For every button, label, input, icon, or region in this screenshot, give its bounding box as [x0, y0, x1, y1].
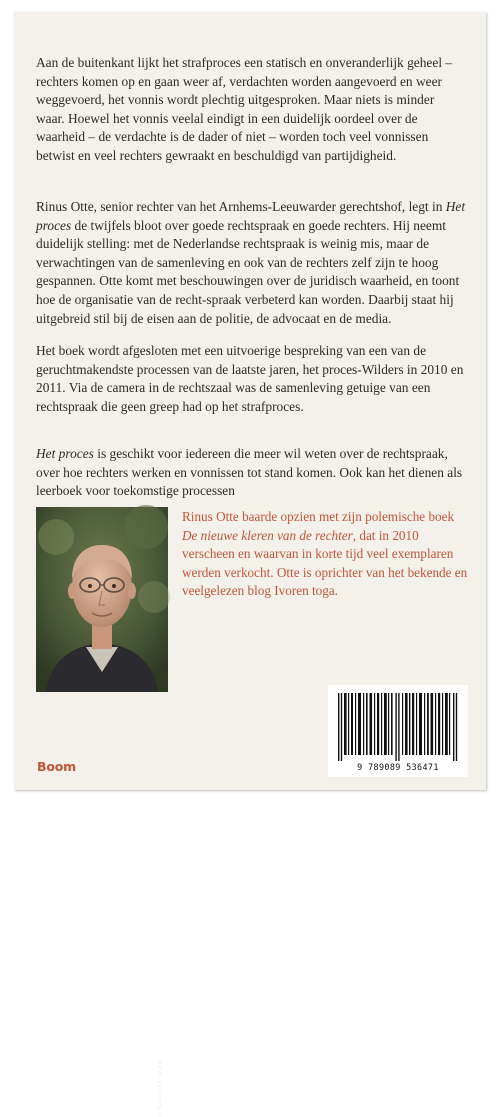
book-title-inline: Het proces: [36, 446, 94, 461]
author-bio: [182, 508, 472, 601]
barcode: [328, 685, 468, 777]
blurb-paragraph-3: Het boek wordt afgesloten met een uitvoerige bespreking van een van de geruchtmakendste processen van de laatste jaren, het proces-Wilders in 2010 en 2011. Via de camera in de rechtszaal was de samenleving getuige van een rechtspraak die geen greep had op het strafproces.: [36, 343, 464, 414]
blurb-text: de twijfels bloot over goede rechtspraak en goede rechters. Hij neemt duidelijk stelling: met de Nederlandse rechtspraak is weinig mis, maar de verwachtingen van de samenleving en ook van de rechters zelf zijn te hoog gespannen. Otte komt met beschouwingen over de juridisch waarheid, en toont hoe de organisatie van de recht-spraak verbeterd kan worden. Daarbij staat hij uitgebreid stil bij de eisen aan de politie, de advocaat en de media.: [36, 217, 460, 326]
photo-credit: © DANIELLA SPIER: [158, 1060, 164, 1117]
isbn-number: 9 789089 536471: [357, 762, 439, 772]
back-cover: [14, 12, 486, 1117]
blurb-paragraph-1: Aan de buitenkant lijkt het strafproces een statisch en onveranderlijk geheel – rechters komen op en gaan weer af, verdachten worden aangevoerd en weer weggevoerd, het vonnis wordt plechtig uitgesproken. Maar niets is minder waar. Hoewel het vonnis veelal eindigt in een duidelijk oordeel over de waarheid – de verdachte is de dader of niet – worden toch veel vonnissen betwist en veel rechters gewraakt en beschuldigd van partijdigheid.: [36, 55, 453, 163]
bio-text: Rinus Otte baarde opzien met zijn polemische boek: [182, 509, 455, 524]
blurb-paragraph-2: [36, 198, 466, 328]
book-title-inline: Het proces: [36, 199, 466, 233]
previous-book-title: De nieuwe kleren van de rechter: [182, 527, 353, 543]
blurb-text: is geschikt voor iedereen die meer wil weten over de rechtspraak, over hoe rechters werken en vonnissen tot stand komen. Ook kan het dienen als leerboek voor toekomstige processen: [36, 446, 463, 499]
blurb-text: Rinus Otte, senior rechter van het Arnhems-Leeuwarder gerechtshof, legt in: [36, 199, 446, 214]
blurb-paragraph-4: [36, 445, 466, 501]
bio-text: , dat in 2010 verscheen en waarvan in korte tijd veel exemplaren werden verkocht. Otte is oprichter van het bekende en veelgelezen blog Ivoren toga.: [182, 527, 468, 599]
barcode-bars: [336, 693, 460, 761]
publisher-logo: Boom: [37, 759, 76, 774]
